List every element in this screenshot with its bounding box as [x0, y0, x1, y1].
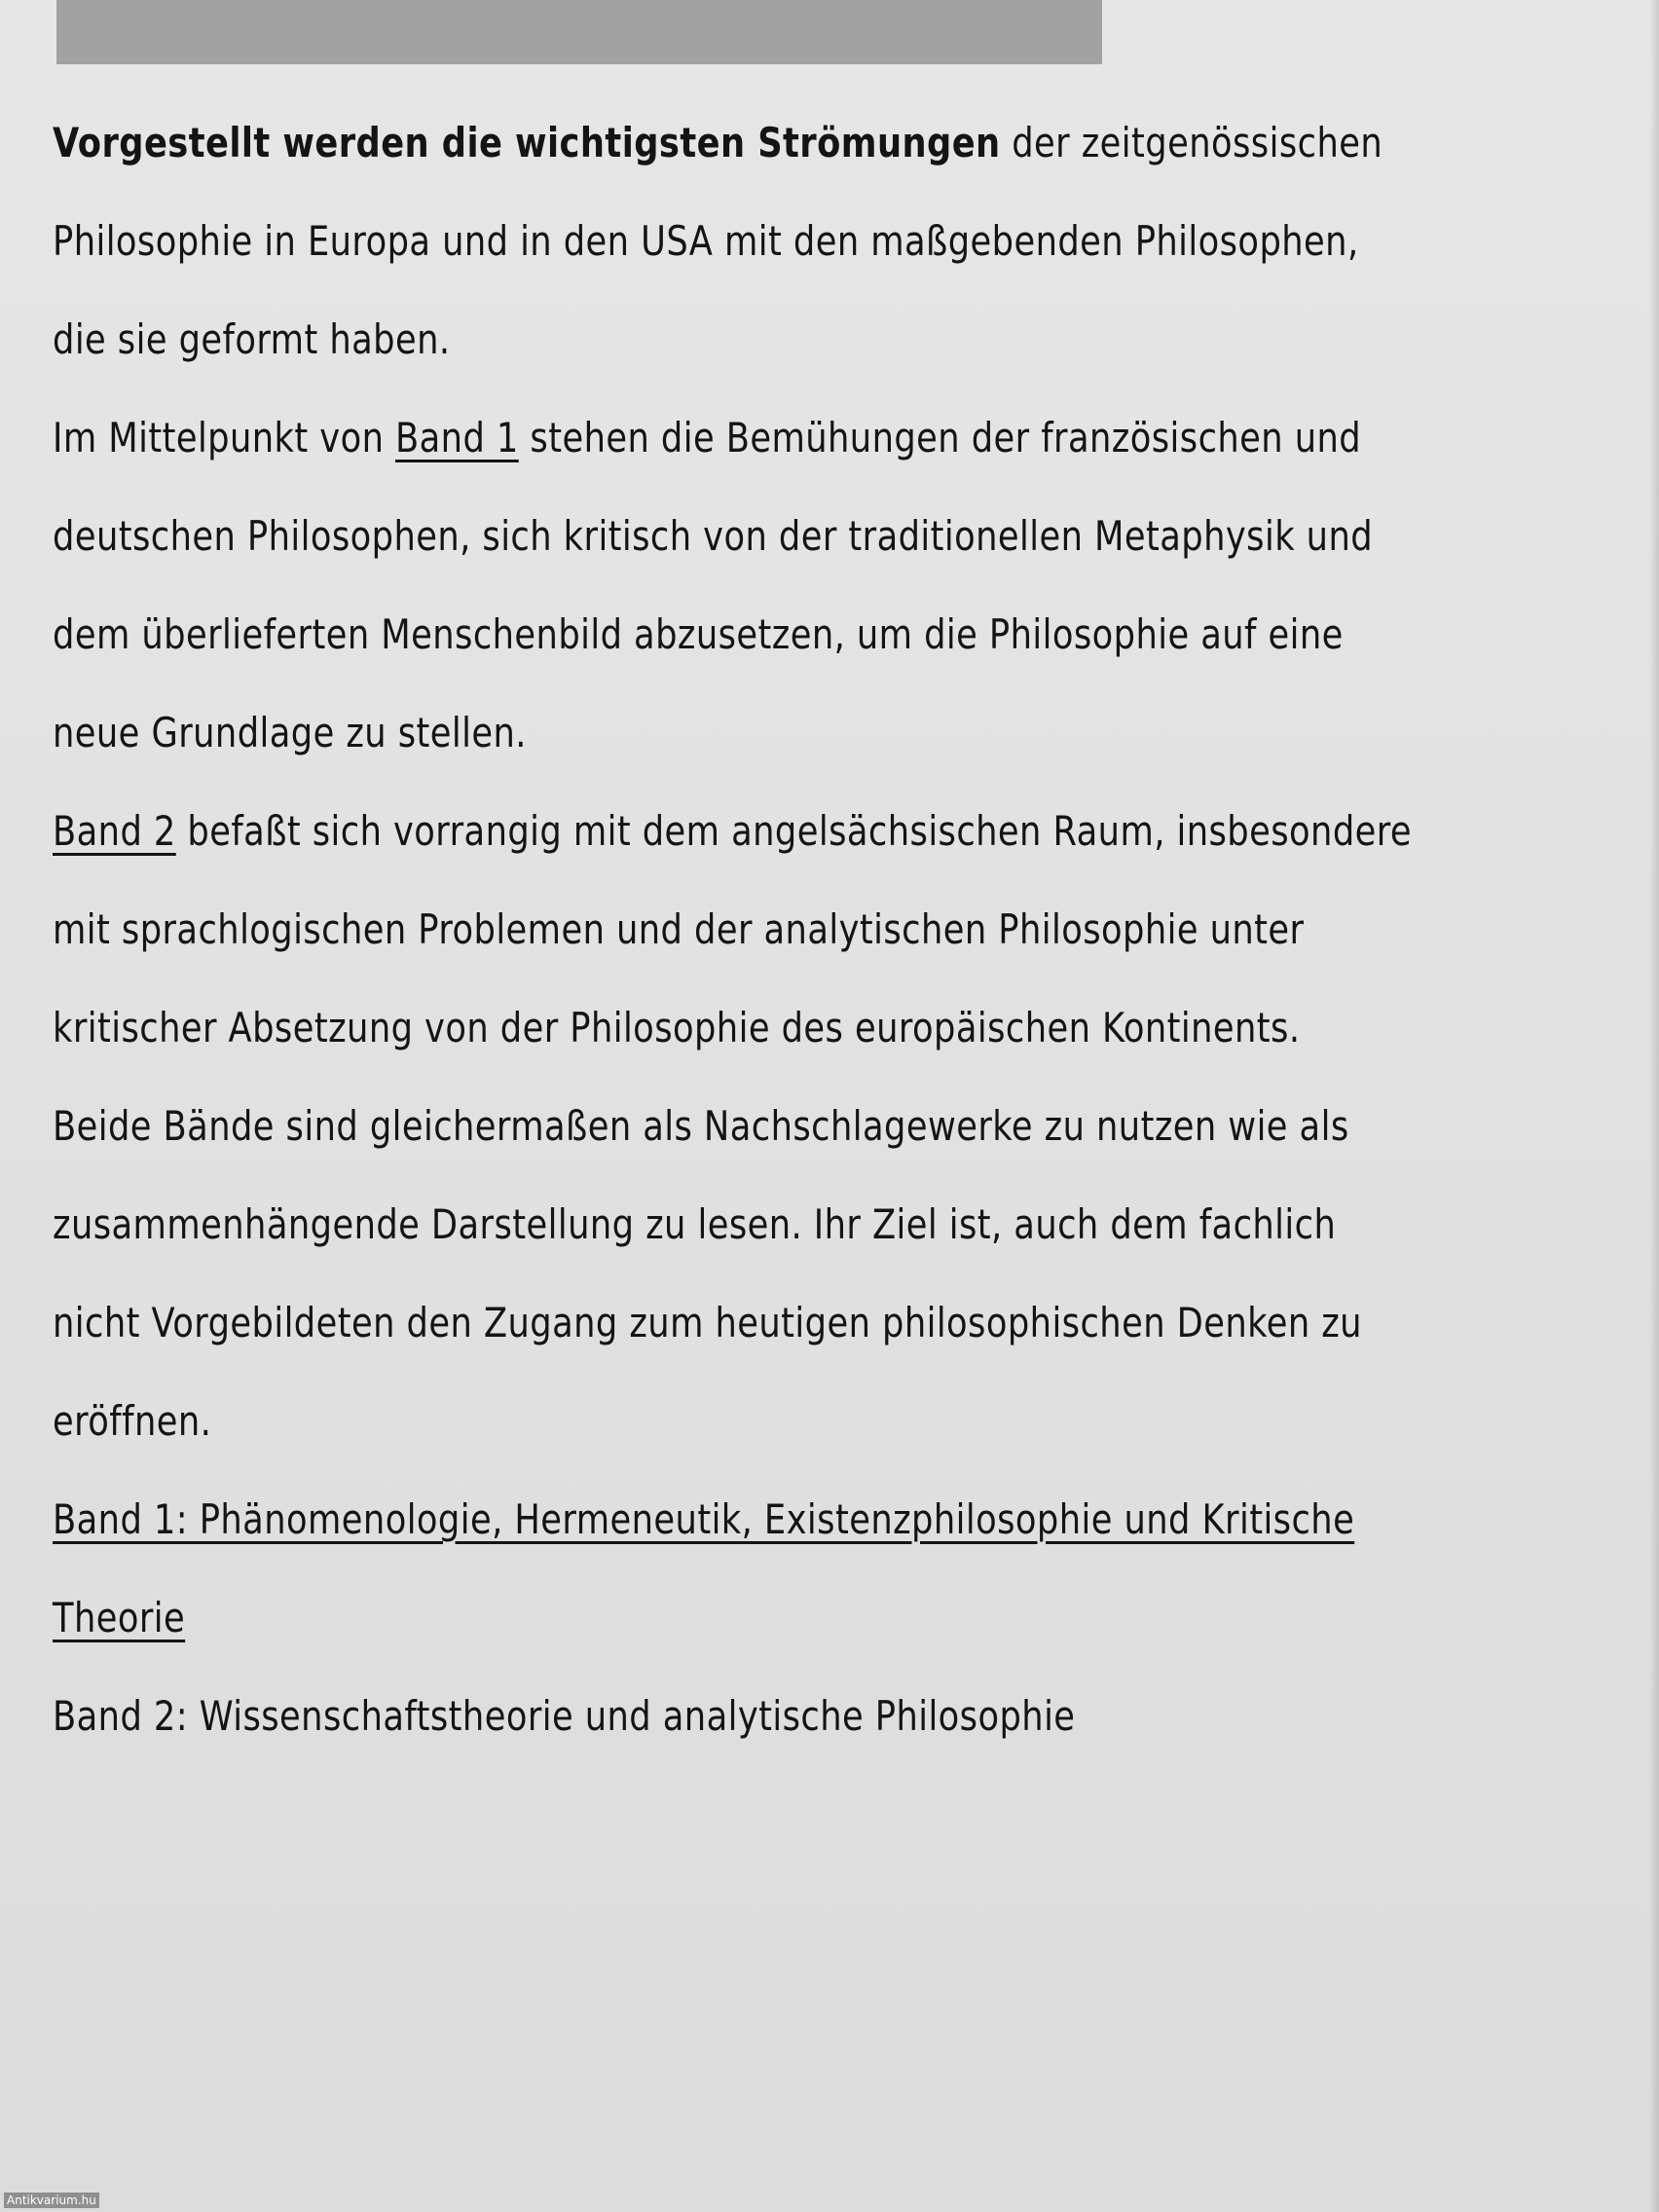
p3-line2: mit sprachlogischen Problemen und der analytischen Philosophie unter [53, 905, 1305, 953]
p3-line1 [53, 782, 1413, 880]
p2-line2: deutschen Philosophen, sich kritisch von der traditionellen Metaphysik und [53, 512, 1374, 560]
p4-line3: nicht Vorgebildeten den Zugang zum heutigen philosophischen Denken zu [53, 1299, 1362, 1346]
p4-line2: zusammenhängende Darstellung zu lesen. Ihr Ziel ist, auch dem fachlich [53, 1200, 1337, 1248]
band1-title-underlined-cont: Theorie [53, 1594, 186, 1641]
band2-underlined: Band 2 [53, 807, 176, 855]
p1-bold-lead: Vorgestellt werden die wichtigsten Strömungen [53, 119, 1001, 166]
p1-line1 [53, 93, 1383, 192]
watermark: Antikvarium.hu [4, 2193, 99, 2208]
p1-line3: die sie geformt haben. [53, 315, 451, 363]
p2-line1-post: stehen die Bemühungen der französischen und [518, 414, 1362, 461]
p3-line1-post: befaßt sich vorrangig mit dem angelsächsischen Raum, insbesondere [175, 807, 1413, 855]
band1-title-underlined: Band 1: Phänomenologie, Hermeneutik, Existenzphilosophie und Kritische [53, 1495, 1355, 1543]
p2-line3: dem überlieferten Menschenbild abzusetzen, um die Philosophie auf eine [53, 610, 1344, 658]
p5-line2 [53, 1568, 1361, 1667]
p5-line1 [53, 1470, 1361, 1568]
blurb-text [53, 93, 1413, 1765]
p2-line4: neue Grundlage zu stellen. [53, 709, 527, 756]
p4-line1: Beide Bände sind gleichermaßen als Nachschlagewerke zu nutzen wie als [53, 1102, 1349, 1150]
page-edge-shadow [1649, 0, 1659, 2212]
p3-line3: kritischer Absetzung von der Philosophie des europäischen Kontinents. [53, 1004, 1301, 1051]
p4-line4: eröffnen. [53, 1397, 212, 1445]
p2-line1-pre: Im Mittelpunkt von [53, 414, 396, 461]
p1-line2: Philosophie in Europa und in den USA mit den maßgebenden Philosophen, [53, 217, 1359, 265]
p2-line1 [53, 388, 1361, 487]
top-gray-bar [56, 0, 1102, 64]
band1-underlined: Band 1 [395, 414, 519, 461]
p1-line1-rest: der zeitgenössischen [1000, 119, 1383, 166]
p6-line1: Band 2: Wissenschaftstheorie und analytische Philosophie [53, 1692, 1076, 1740]
